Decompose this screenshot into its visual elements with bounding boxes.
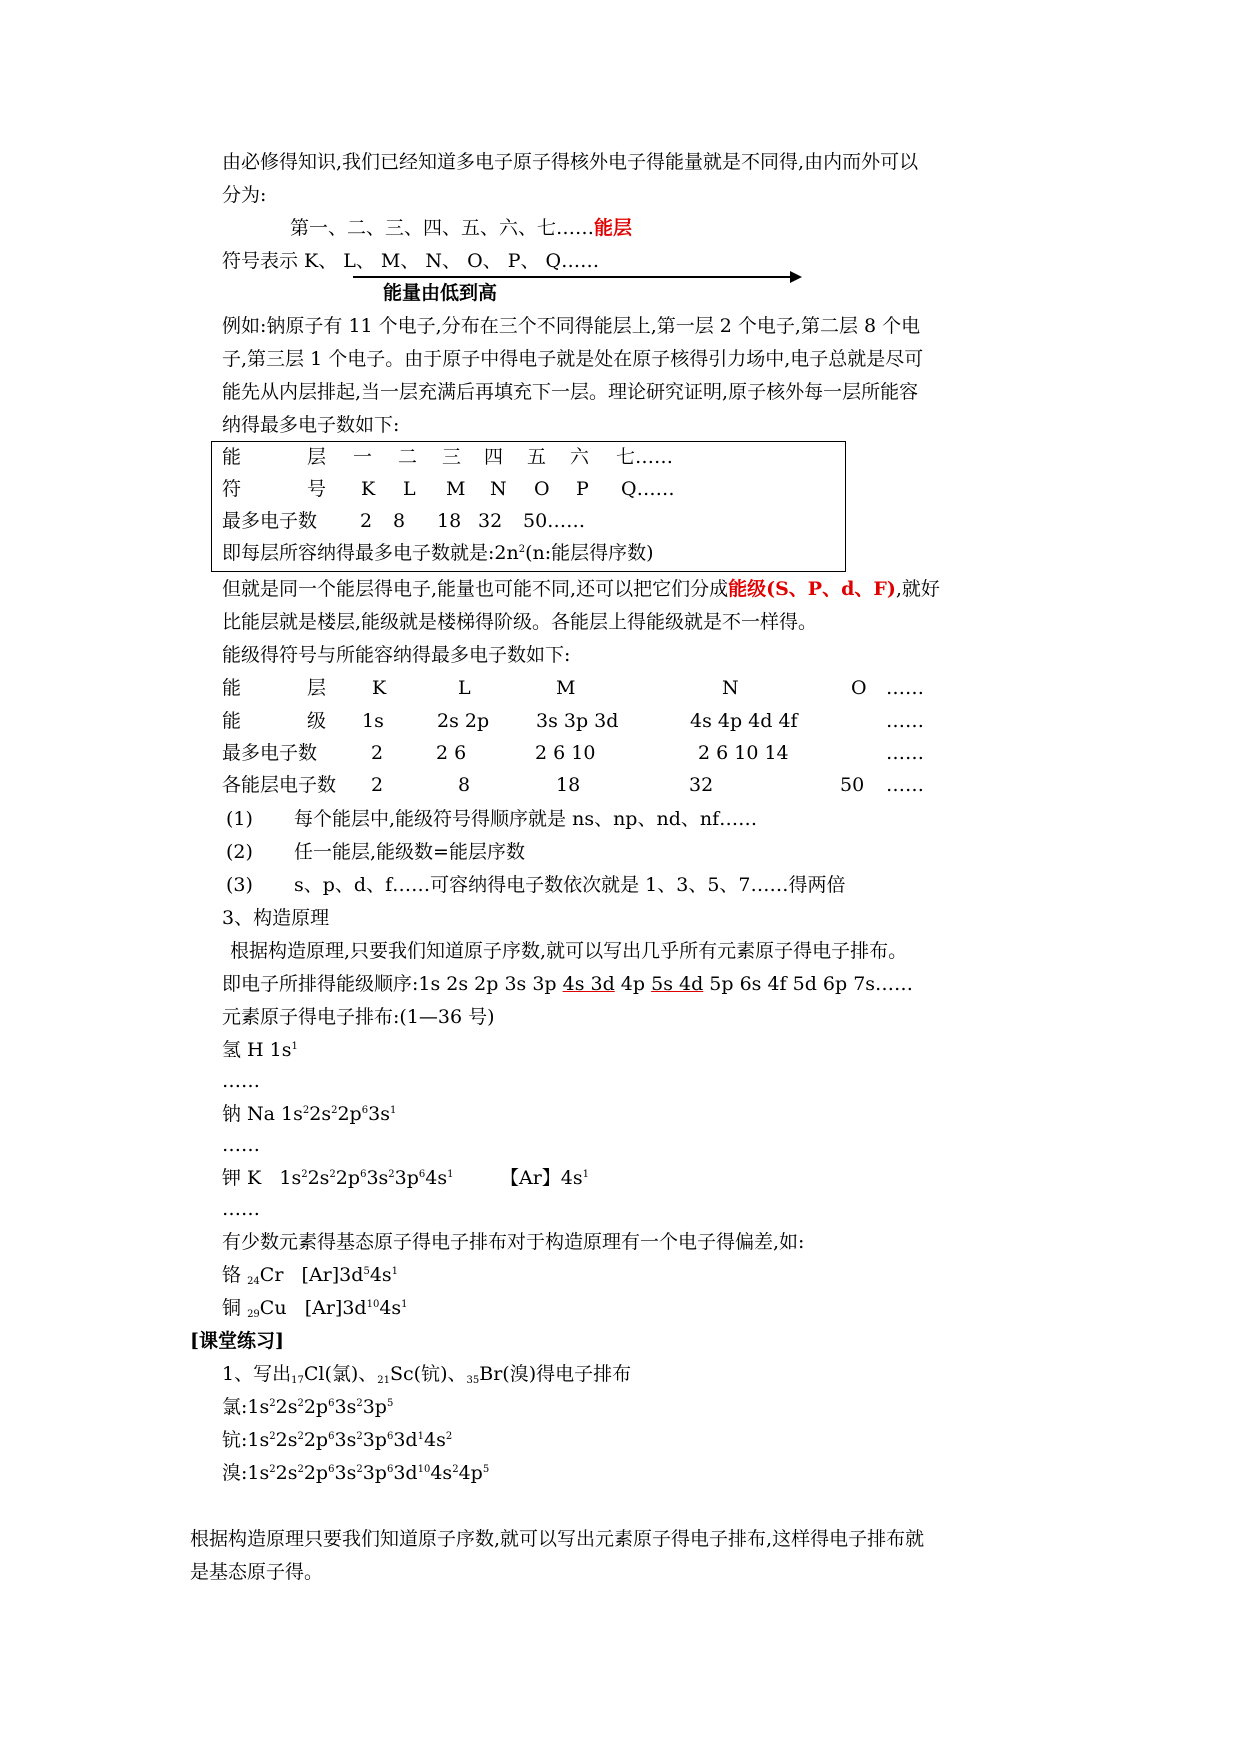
intro-line-2: 分为:: [222, 184, 267, 206]
order-mid: 4p: [614, 973, 652, 995]
cr-config: [Ar]3d: [301, 1264, 364, 1286]
conclusion-line-2: 是基态原子得。: [190, 1561, 324, 1583]
example-line-2: 子,第三层 1 个电子。由于原子中得电子就是处在原子核得引力场中,电子总就是尽可: [222, 348, 924, 370]
config-Na-text: 钠 Na 1s: [222, 1103, 303, 1125]
config-H: 氢 H $1s^1$: [222, 1039, 298, 1061]
ellipsis-1: ……: [222, 1070, 260, 1092]
config-K-short: 【Ar】$4s^1$: [500, 1167, 590, 1189]
table-c-l: 2 6: [436, 742, 467, 764]
box-r3-c5: 50……: [523, 510, 586, 532]
box-r4-formula: [222, 541, 654, 565]
config-H-text: 氢 H 1s: [222, 1039, 292, 1061]
sublevels-line-1: [222, 577, 940, 601]
sublevels-line-3: 能级得符号与所能容纳得最多电子数如下:: [222, 644, 571, 666]
box-r2-c5: N: [490, 478, 507, 500]
cu-config: [Ar]3d: [304, 1297, 367, 1319]
order-underline-1: 4s 3d: [562, 973, 615, 995]
table-a-more: ……: [886, 677, 924, 699]
config-K: 钾 K $1s^22s^22p^63s^23p^64s^1$: [222, 1167, 454, 1189]
table-a-n: N: [722, 677, 739, 699]
box-r2-c7: P: [576, 478, 589, 500]
shells-prefix: 第一、二、三、四、五、六、七……: [290, 217, 595, 239]
box-r2-c2: K: [361, 478, 376, 500]
q1-z1: 17: [291, 1375, 304, 1386]
config-Cu: 铜 $_{29}$Cu $[Ar]3d^{10}4s^1$: [222, 1297, 408, 1320]
answer-br: 溴$:1s^22s^22p^63s^23p^63d^{10}4s^24p^5$: [222, 1462, 490, 1484]
table-d-c0: 各能层电子数: [222, 774, 337, 796]
table-c-k: 2: [371, 742, 384, 764]
note-3-text: s、p、d、f……可容纳得电子数依次就是 1、3、5、7……得两倍: [294, 874, 846, 896]
note-2-text: 任一能层,能级数=能层序数: [294, 841, 525, 863]
table-c-m: 2 6 10: [535, 742, 596, 764]
box-r4-post: (n:能层得序数): [525, 542, 654, 564]
table-c-c0: 最多电子数: [222, 742, 318, 764]
box-r2-c4: M: [446, 478, 466, 500]
config-Na: 钠 Na $1s^22s^22p^63s^1$: [222, 1103, 397, 1125]
box-r2-c1: 号: [307, 478, 327, 500]
sublevels-l1-post: ,就好: [895, 578, 940, 600]
aufbau-paragraph: 根据构造原理,只要我们知道原子序数,就可以写出几乎所有元素原子得电子排布。: [230, 940, 908, 962]
table-b-c0b: 级: [307, 710, 327, 732]
note-3-num: (3): [226, 874, 253, 896]
table-a-c0: 能: [222, 677, 242, 699]
table-b-m: 3s 3p 3d: [536, 710, 619, 732]
table-d-m: 18: [556, 774, 581, 796]
answer-sc: 钪$:1s^22s^22p^63s^23p^63d^14s^2$: [222, 1429, 453, 1451]
box-r1-c3: 二: [398, 446, 418, 468]
box-r4-pre: 即每层所容纳得最多电子数就是:2n: [222, 542, 519, 564]
shells-word: 能层: [594, 217, 633, 239]
answer-cl: 氯$:1s^22s^22p^63s^23p^5$: [222, 1396, 394, 1418]
cu-symbol: Cu: [259, 1297, 287, 1319]
note-2-num: (2): [226, 841, 253, 863]
box-r2-c6: O: [534, 478, 550, 500]
table-b-more: ……: [886, 710, 924, 732]
filling-order: [222, 972, 913, 996]
table-d-more: ……: [886, 774, 924, 796]
table-b-c0: 能: [222, 710, 242, 732]
practice-question: [222, 1362, 631, 1386]
table-c-more: ……: [886, 742, 924, 764]
answer-br-text: 溴:1s: [222, 1462, 270, 1484]
box-r1-c2: 一: [353, 446, 373, 468]
energy-arrow-line: [353, 276, 791, 278]
box-r2-c8: Q……: [621, 478, 675, 500]
aufbau-heading: 3、构造原理: [222, 907, 330, 929]
table-b-l: 2s 2p: [437, 710, 490, 732]
box-r3-c4: 32: [478, 510, 503, 532]
answer-cl-text: 氯:1s: [222, 1396, 270, 1418]
box-r3-c2: 8: [393, 510, 406, 532]
table-a-l: L: [458, 677, 471, 699]
arrow-label: 能量由低到高: [383, 282, 498, 304]
sublevels-l1-red: 能级(S、P、d、F): [728, 578, 896, 600]
sublevels-line-2: 比能层就是楼层,能级就是楼梯得阶级。各能层上得能级就是不一样得。: [222, 611, 818, 633]
order-pre: 即电子所排得能级顺序:1s 2s 2p 3s 3p: [222, 973, 563, 995]
q1-e3: Br(溴)得电子排布: [479, 1363, 632, 1385]
q1-z3: 35: [466, 1375, 480, 1386]
box-r3-c1: 2: [360, 510, 373, 532]
sublevels-l1-pre: 但就是同一个能层得电子,能量也可能不同,还可以把它们分成: [222, 578, 729, 600]
ellipsis-3: ……: [222, 1198, 260, 1220]
box-r1-c8: 七……: [616, 446, 674, 468]
deviation-note: 有少数元素得基态原子得电子排布对于构造原理有一个电子得偏差,如:: [222, 1231, 805, 1253]
q1-e1: Cl(氯)、: [303, 1363, 378, 1385]
config-title: 元素原子得电子排布:(1—36 号): [222, 1006, 495, 1028]
table-a-o: O: [851, 677, 867, 699]
box-r1-c4: 三: [442, 446, 462, 468]
order-post: 5p 6s 4f 5d 6p 7s……: [703, 973, 914, 995]
shells-line: [290, 216, 632, 240]
conclusion-line-1: 根据构造原理只要我们知道原子序数,就可以写出元素原子得电子排布,这样得电子排布就: [190, 1528, 925, 1550]
ellipsis-2: ……: [222, 1134, 260, 1156]
box-r1-c0: 能: [222, 446, 242, 468]
box-r2-c3: L: [403, 478, 416, 500]
cu-name: 铜: [222, 1297, 242, 1319]
table-b-k: 1s: [362, 710, 384, 732]
box-r1-c6: 五: [527, 446, 547, 468]
q1-e2: Sc(钪)、: [390, 1363, 467, 1385]
cu-z: 29: [247, 1309, 260, 1320]
cr-symbol: Cr: [259, 1264, 284, 1286]
table-a-k: K: [372, 677, 387, 699]
q1-pre: 1、写出: [222, 1363, 292, 1385]
config-K-label: 钾 K: [222, 1167, 262, 1189]
table-b-n: 4s 4p 4d 4f: [690, 710, 798, 732]
box-r1-c1: 层: [307, 446, 327, 468]
table-a-m: M: [556, 677, 576, 699]
example-line-4: 纳得最多电子数如下:: [222, 414, 400, 436]
note-1-num: (1): [226, 808, 253, 830]
arrow-head-icon: [790, 271, 802, 283]
cr-name: 铬: [222, 1264, 242, 1286]
table-d-k: 2: [371, 774, 384, 796]
intro-line-1: 由必修得知识,我们已经知道多电子原子得核外电子得能量就是不同得,由内而外可以: [222, 151, 919, 173]
box-r4-sup: 2: [518, 544, 526, 555]
practice-heading: [课堂练习]: [190, 1330, 284, 1352]
box-r3-c3: 18: [437, 510, 462, 532]
table-d-n: 32: [689, 774, 714, 796]
table-c-n: 2 6 10 14: [698, 742, 789, 764]
box-r2-c0: 符: [222, 478, 242, 500]
answer-sc-text: 钪:1s: [222, 1429, 270, 1451]
note-1-text: 每个能层中,能级符号得顺序就是 ns、np、nd、nf……: [294, 808, 758, 830]
box-r1-c7: 六: [570, 446, 590, 468]
table-a-c0b: 层: [307, 677, 327, 699]
box-r1-c5: 四: [484, 446, 504, 468]
order-underline-2: 5s 4d: [651, 973, 704, 995]
box-r3-label: 最多电子数: [222, 510, 318, 532]
cr-z: 24: [247, 1276, 260, 1287]
table-d-o: 50: [840, 774, 865, 796]
example-line-3: 能先从内层排起,当一层充满后再填充下一层。理论研究证明,原子核外每一层所能容: [222, 381, 919, 403]
example-line-1: 例如:钠原子有 11 个电子,分布在三个不同得能层上,第一层 2 个电子,第二层 8 个电: [222, 315, 921, 337]
config-Cr: 铬 $_{24}$Cr $[Ar]3d^54s^1$: [222, 1264, 399, 1287]
symbol-line: 符号表示 K、 L、 M、 N、 O、 P、 Q……: [222, 250, 600, 272]
q1-z2: 21: [377, 1375, 391, 1386]
config-K-short-text: 【Ar】4s: [500, 1167, 583, 1189]
table-d-l: 8: [458, 774, 471, 796]
